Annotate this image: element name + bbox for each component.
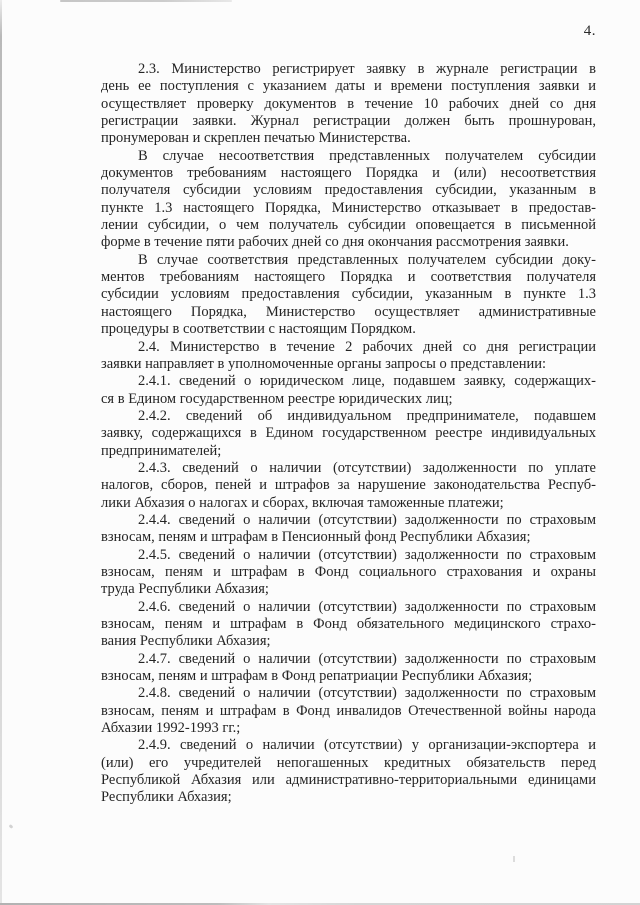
- text-line: Республики Абхазия;: [101, 789, 232, 806]
- text-line: 2.4.1. сведений о юридическом лице, подавшем заявку, содержащих-: [138, 373, 596, 390]
- text-line: процедуры в соответствии с настоящим Порядком.: [101, 321, 416, 338]
- text-line: В случае несоответствия представленных получателем субсидии: [138, 147, 596, 164]
- text-line: В случае соответствия представленных получателем субсидии доку-: [138, 251, 596, 268]
- text-line: (или) его учредителей непогашенных кредитных обязательств перед: [101, 754, 596, 771]
- text-line: регистрации заявки. Журнал регистрации должен быть прошнурован,: [101, 113, 596, 130]
- text-line: ментов требованиям настоящего Порядка и соответствия получателя: [101, 269, 596, 286]
- text-line: 2.4.4. сведений о наличии (отсутствии) задолженности по страховым: [138, 511, 596, 528]
- text-line: 2.4.2. сведений об индивидуальном предпринимателе, подавшем: [138, 407, 596, 424]
- scan-artifact-top-line: [60, 0, 232, 2]
- text-line: лики Абхазия о налогах и сборах, включая таможенные платежи;: [101, 494, 504, 511]
- text-line: ся в Едином государственном реестре юридических лиц;: [101, 390, 453, 407]
- text-line: налогов, сборов, пеней и штрафов за нарушение законодательства Респуб-: [101, 477, 596, 494]
- text-line: Республикой Абхазия или административно-территориальными единицами: [101, 772, 596, 789]
- text-line: субсидии условиям предоставления субсидии, указанным в пункте 1.3: [101, 286, 596, 303]
- text-line: взносам, пеням и штрафам в Фонд репатриации Республики Абхазия;: [101, 668, 533, 685]
- text-line: настоящего Порядка, Министерство осуществляет административные: [101, 303, 596, 320]
- text-line: 2.3. Министерство регистрирует заявку в журнале регистрации в: [138, 61, 596, 77]
- text-line: лении субсидии, о чем получатель субсидии оповещается в письменной: [101, 217, 596, 234]
- text-line: труда Республики Абхазия;: [101, 581, 269, 598]
- page-number: 4.: [583, 23, 596, 39]
- text-line: пункте 1.3 настоящего Порядка, Министерство отказывает в предостав-: [101, 199, 596, 216]
- text-line: взносам, пеням и штрафам в Фонд обязательного медицинского страхо-: [101, 616, 596, 632]
- scan-artifact-speck: [9, 824, 14, 829]
- text-line: взносам, пеням и штрафам в Пенсионный фонд Республики Абхазия;: [101, 529, 531, 546]
- text-line: вания Республики Абхазия;: [101, 633, 271, 650]
- text-line: форме в течение пяти рабочих дней со дня окончания рассмотрения заявки.: [101, 234, 569, 251]
- text-line: документов требованиям настоящего Порядка и (или) несоответствия: [101, 165, 596, 182]
- text-line: 2.4.6. сведений о наличии (отсутствии) задолженности по страховым: [138, 598, 596, 615]
- text-line: 2.4.5. сведений о наличии (отсутствии) задолженности по страховым: [138, 546, 596, 563]
- text-line: получателя субсидии условиям предоставления субсидии, указанным в: [101, 182, 596, 199]
- document-body: [101, 61, 596, 807]
- text-line: взносам, пеням и штрафам в Фонд социального страхования и охраны: [101, 563, 596, 580]
- text-line: предпринимателей;: [101, 442, 222, 459]
- scan-artifact-speck: [513, 856, 515, 862]
- text-line: 2.4.3. сведений о наличии (отсутствии) задолженности по уплате: [138, 459, 596, 476]
- text-line: заявки направляет в уполномоченные органы запросы о представлении:: [101, 355, 547, 372]
- text-line: 2.4.9. сведений о наличии (отсутствии) у организации-экспортера и: [138, 737, 596, 754]
- text-line: пронумерован и скреплен печатью Министерства.: [101, 130, 411, 147]
- text-line: взносам, пеням и штрафам в Фонд инвалидов Отечественной войны народа: [101, 702, 596, 719]
- text-line: 2.4.7. сведений о наличии (отсутствии) задолженности по страховым: [138, 650, 596, 667]
- text-line: день ее поступления с указанием даты и времени поступления заявки и: [101, 78, 596, 95]
- text-line: 2.4. Министерство в течение 2 рабочих дней со дня регистрации: [138, 338, 596, 355]
- text-line: заявку, содержащихся в Едином государственном реестре индивидуальных: [101, 425, 596, 442]
- text-line: Абхазии 1992-1993 гг.;: [101, 720, 241, 737]
- text-line: 2.4.8. сведений о наличии (отсутствии) задолженности по страховым: [138, 685, 596, 702]
- text-line: осуществляет проверку документов в течение 10 рабочих дней со дня: [101, 95, 596, 112]
- scan-artifact-left-edge-line: [0, 0, 2, 905]
